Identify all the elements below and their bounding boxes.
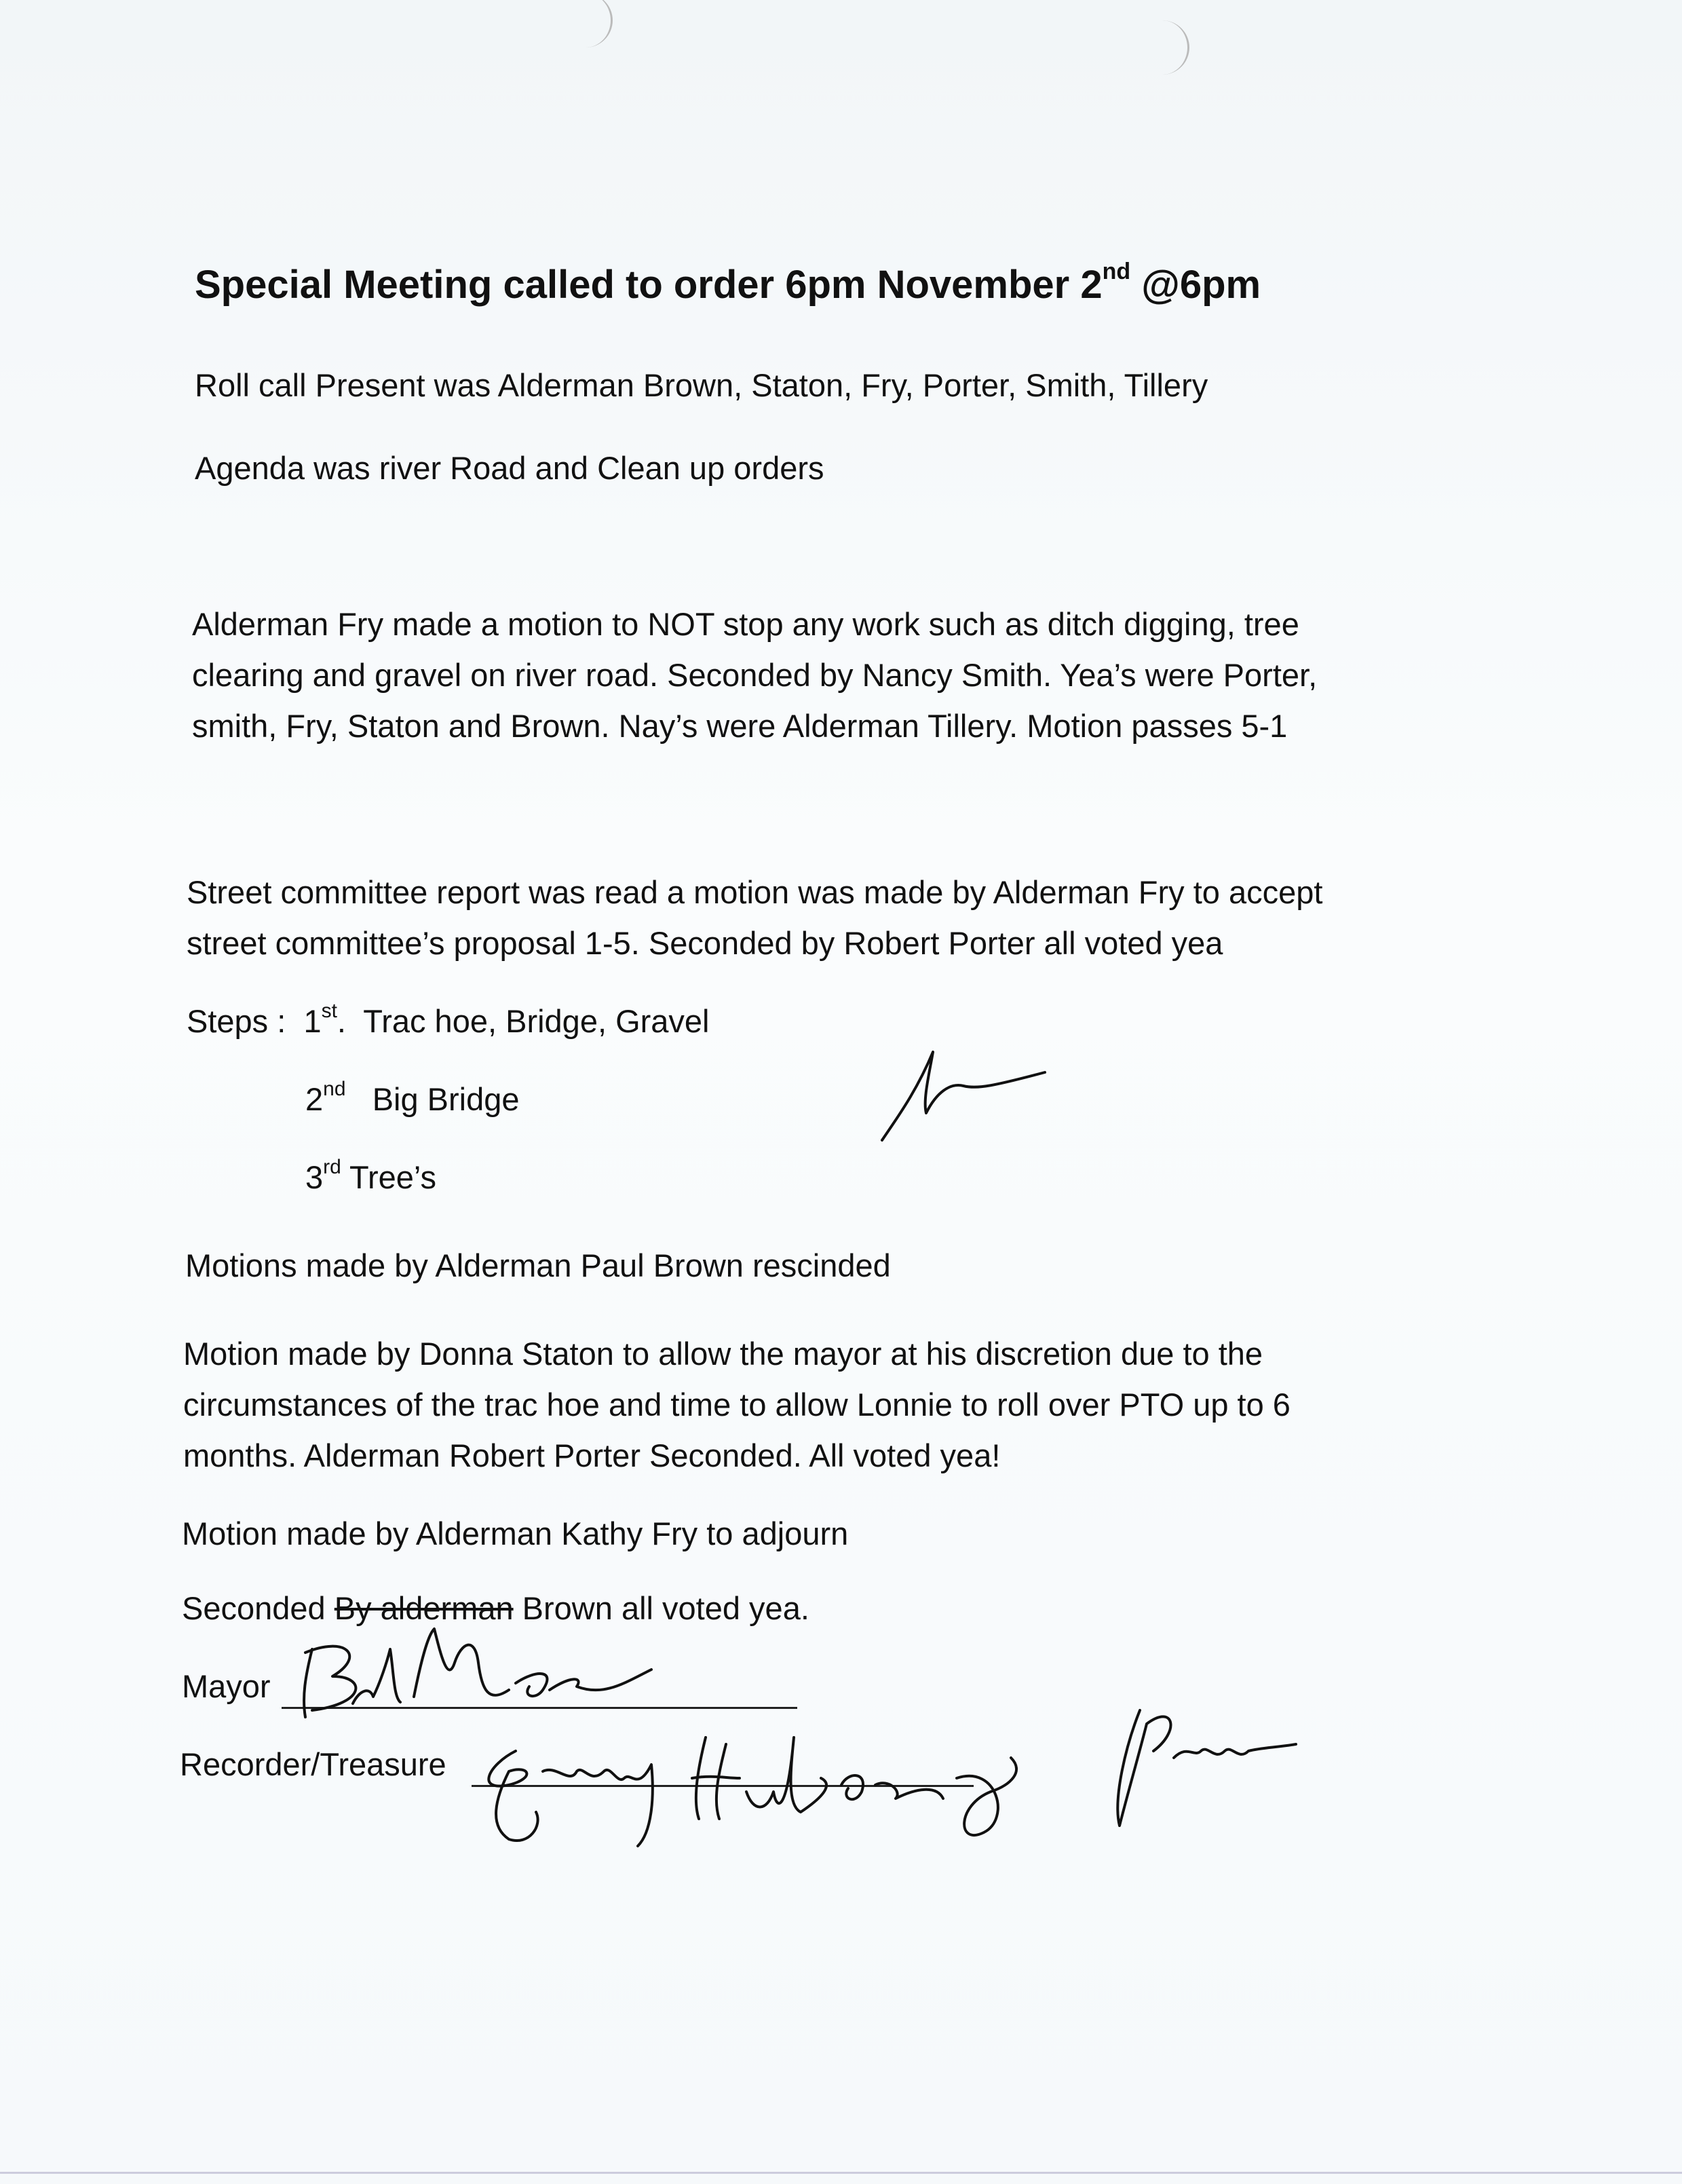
step-sup: nd: [323, 1078, 346, 1100]
steps-row-3: [305, 1157, 436, 1198]
seconded-after: Brown all voted yea.: [513, 1590, 809, 1626]
step-sup: rd: [323, 1156, 341, 1178]
steps-row-1: [187, 1001, 710, 1042]
seconded-before: Seconded: [182, 1590, 335, 1626]
page-title: [195, 259, 1261, 307]
recorder-label: Recorder/Treasure: [180, 1746, 446, 1782]
initials-mark: [875, 1045, 1052, 1147]
adjourn: Motion made by Alderman Kathy Fry to adjourn: [182, 1515, 849, 1551]
motion1-line: smith, Fry, Staton and Brown. Nay’s were Alderman Tillery. Motion passes 5-1: [192, 708, 1288, 744]
motion1-line: clearing and gravel on river road. Seconded by Nancy Smith. Yea’s were Porter,: [192, 657, 1318, 693]
roll-call: Roll call Present was Alderman Brown, Staton, Fry, Porter, Smith, Tillery: [195, 367, 1208, 403]
steps-label: Steps :: [187, 1003, 286, 1039]
motion-staton-line: Motion made by Donna Staton to allow the mayor at his discretion due to the: [183, 1336, 1263, 1372]
title-sup: nd: [1102, 259, 1131, 284]
steps-row-2: [305, 1079, 520, 1120]
step-num: 1: [303, 1003, 322, 1039]
punch-hole-left: [563, 0, 613, 48]
punch-hole-right: [1140, 20, 1189, 75]
step-sup: st: [321, 1000, 337, 1022]
step-text: Big Bridge: [345, 1081, 520, 1117]
step-text: Tree’s: [341, 1159, 437, 1195]
step-num: 3: [305, 1159, 324, 1195]
motion-staton-line: months. Alderman Robert Porter Seconded. All voted yea!: [183, 1437, 1001, 1473]
rescinded: Motions made by Alderman Paul Brown rescinded: [185, 1247, 891, 1283]
title-tail: @6pm: [1130, 263, 1261, 307]
seconded-struck: By alderman: [334, 1590, 514, 1626]
street-committee-line: Street committee report was read a motion was made by Alderman Fry to accept: [187, 874, 1323, 910]
mayor-label: Mayor: [182, 1668, 271, 1704]
title-text: Special Meeting called to order 6pm November 2: [195, 263, 1103, 307]
initials-mark: [1099, 1697, 1303, 1839]
step-num: 2: [305, 1081, 324, 1117]
step-text: . Trac hoe, Bridge, Gravel: [337, 1003, 710, 1039]
mayor-signature: [285, 1622, 665, 1731]
street-committee-line: street committee’s proposal 1-5. Seconded by Robert Porter all voted yea: [187, 925, 1223, 961]
recorder-signature: [468, 1724, 1052, 1853]
motion1-line: Alderman Fry made a motion to NOT stop any work such as ditch digging, tree: [192, 606, 1299, 642]
page-edge: [0, 2172, 1682, 2174]
agenda: Agenda was river Road and Clean up orders: [195, 450, 824, 486]
motion-staton-line: circumstances of the trac hoe and time to allow Lonnie to roll over PTO up to 6: [183, 1387, 1291, 1423]
